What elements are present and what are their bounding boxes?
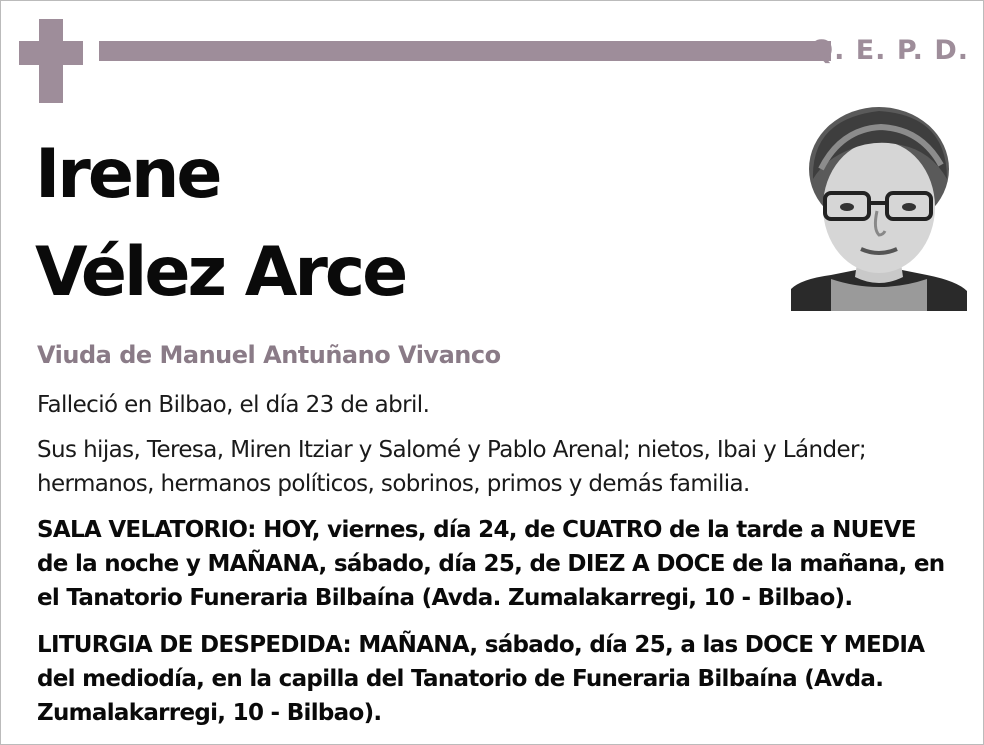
surname: Vélez Arce: [35, 233, 406, 312]
death-notice: Falleció en Bilbao, el día 23 de abril.: [37, 392, 430, 418]
service-line: LITURGIA DE DESPEDIDA: MAÑANA, sábado, día 25, a las DOCE Y MEDIA: [37, 632, 925, 658]
family-line: hermanos, hermanos políticos, sobrinos, primos y demás familia.: [37, 471, 750, 497]
portrait-image: [791, 99, 967, 311]
wake-line: el Tanatorio Funeraria Bilbaína (Avda. Zumalakarregi, 10 - Bilbao).: [37, 585, 853, 611]
first-name: Irene: [35, 135, 220, 214]
family-paragraph: [37, 433, 967, 501]
cross-icon: [19, 19, 83, 103]
service-line: Zumalakarregi, 10 - Bilbao).: [37, 700, 382, 726]
service-line: del mediodía, en la capilla del Tanatorio de Funeraria Bilbaína (Avda.: [37, 666, 884, 692]
family-line: Sus hijas, Teresa, Miren Itziar y Salomé y Pablo Arenal; nietos, Ibai y Lánder;: [37, 437, 867, 463]
qepd-label: Q. E. P. D.: [810, 35, 969, 66]
wake-line: SALA VELATORIO: HOY, viernes, día 24, de CUATRO de la tarde a NUEVE: [37, 517, 916, 543]
wake-paragraph: [37, 513, 967, 615]
header-rule: [99, 41, 831, 61]
widow-of-line: Viuda de Manuel Antuñano Vivanco: [37, 341, 501, 369]
wake-line: de la noche y MAÑANA, sábado, día 25, de DIEZ A DOCE de la mañana, en: [37, 551, 945, 577]
portrait-photo: [791, 99, 967, 311]
service-paragraph: [37, 628, 967, 730]
